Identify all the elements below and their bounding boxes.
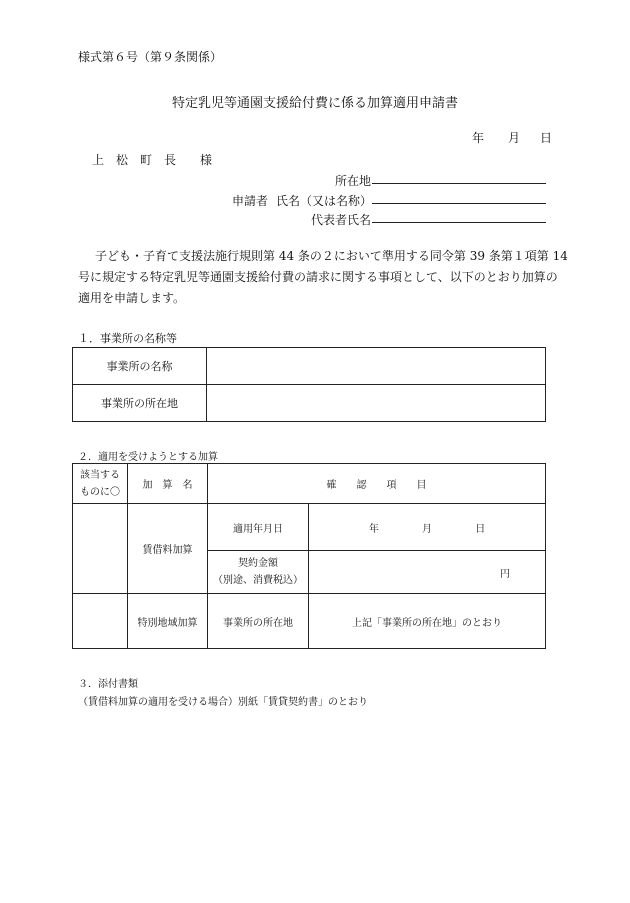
address-label: 所在地 xyxy=(335,174,372,188)
name-label: 氏名（又は名称） xyxy=(276,194,373,208)
page-title: 特定乳児等通園支援給付費に係る加算適用申請書 xyxy=(171,96,458,111)
date-day-label: 日 xyxy=(540,131,553,145)
table-row xyxy=(73,594,546,649)
applicable-header xyxy=(73,464,128,504)
table-row xyxy=(73,464,546,504)
body-line-3: 適用を申請します。 xyxy=(78,291,186,305)
addition-table xyxy=(72,463,546,649)
facility-table xyxy=(72,347,546,422)
applicable-header-line1: 該当する xyxy=(80,469,120,481)
regional-address-label: 事業所の所在地 xyxy=(208,594,309,649)
application-date-year: 年 xyxy=(368,523,379,535)
representative-label: 代表者氏名 xyxy=(311,213,372,227)
facility-name-label: 事業所の名称 xyxy=(73,348,207,385)
table-row xyxy=(73,504,546,551)
application-date-day: 日 xyxy=(475,523,486,535)
name-line[interactable] xyxy=(372,203,546,204)
contract-amount-unit: 円 xyxy=(500,568,510,580)
regional-addition-name: 特別地域加算 xyxy=(128,594,208,649)
date-year-label: 年 xyxy=(472,131,485,145)
regional-applicable-cell[interactable] xyxy=(73,594,128,649)
contract-amount-field[interactable] xyxy=(309,551,546,594)
date-month-label: 月 xyxy=(508,131,521,145)
facility-address-label: 事業所の所在地 xyxy=(73,385,207,422)
addressee: 上 松 町 長 様 xyxy=(92,153,213,167)
regional-address-value: 上記「事業所の所在地」のとおり xyxy=(309,594,546,649)
table-row xyxy=(73,348,546,385)
contract-amount-label-line2: （別途、消費税込） xyxy=(213,575,303,586)
application-date-label: 適用年月日 xyxy=(208,504,309,551)
application-date-field[interactable] xyxy=(309,504,546,551)
applicant-label: 申請者 xyxy=(232,194,269,208)
body-line-2: 号に規定する特定乳児等通園支援給付費の請求に関する事項として、以下のとおり加算の xyxy=(78,270,558,284)
application-date-month: 月 xyxy=(422,523,432,535)
form-number: 様式第６号（第９条関係） xyxy=(78,50,223,64)
contract-amount-label-line1: 契約金額 xyxy=(238,558,278,569)
addition-name-header: 加 算 名 xyxy=(128,464,208,504)
representative-line[interactable] xyxy=(372,222,546,223)
section1-heading: １．事業所の名称等 xyxy=(78,332,177,345)
attachment-note: （賃借料加算の適用を受ける場合）別紙「賃貸契約書」のとおり xyxy=(78,697,368,708)
facility-name-field[interactable] xyxy=(207,348,546,385)
section2-heading: ２．適用を受けようとする加算 xyxy=(78,452,218,463)
body-line-1: 子ども・子育て支援法施行規則第 44 条の２において準用する同令第 39 条第１項第 14 xyxy=(95,249,568,263)
applicable-header-line2: ものに〇 xyxy=(80,486,120,498)
address-line[interactable] xyxy=(372,183,546,184)
section3-heading: ３．添付書類 xyxy=(78,679,138,690)
table-row xyxy=(73,385,546,422)
facility-address-field[interactable] xyxy=(207,385,546,422)
rent-applicable-cell[interactable] xyxy=(73,504,128,594)
check-items-header: 確 認 項 目 xyxy=(208,464,546,504)
contract-amount-label xyxy=(208,551,309,594)
rent-addition-name: 賃借料加算 xyxy=(128,504,208,594)
